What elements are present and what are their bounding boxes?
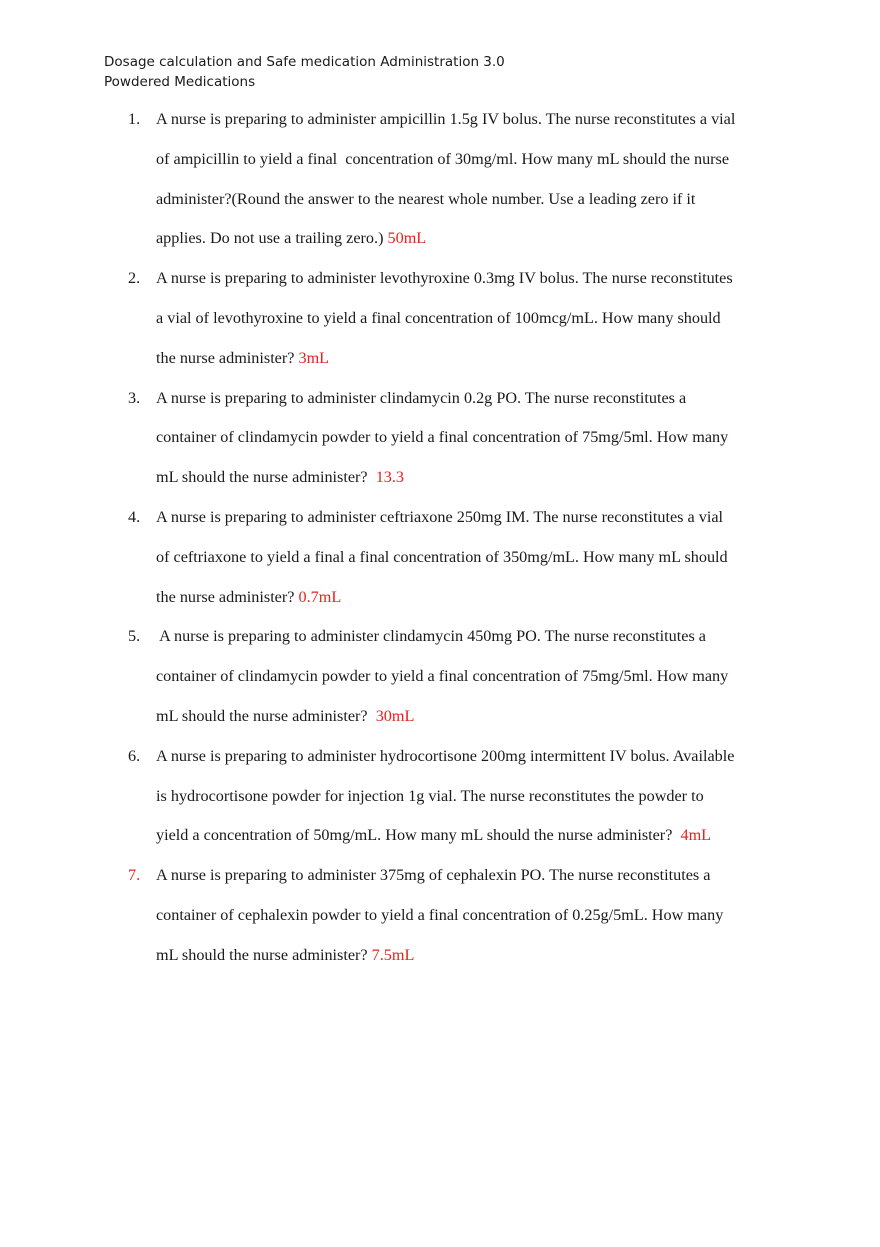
question-text-line bbox=[156, 657, 780, 697]
question-text: a vial of levothyroxine to yield a final concentration of 100mcg/mL. How many should bbox=[156, 308, 721, 327]
question-text: container of cephalexin powder to yield a final concentration of 0.25g/5mL. How many bbox=[156, 905, 724, 924]
question-text-line bbox=[156, 697, 780, 737]
question-text: applies. Do not use a trailing zero.) bbox=[156, 229, 388, 248]
question-item bbox=[0, 856, 880, 975]
question-text: of ampicillin to yield a final concentration of 30mg/ml. How many mL should the nurse bbox=[156, 149, 730, 168]
question-text-line bbox=[156, 936, 780, 976]
question-text-line bbox=[156, 498, 780, 538]
question-text: mL should the nurse administer? bbox=[156, 468, 376, 487]
question-number: 6. bbox=[128, 746, 141, 765]
question-text: is hydrocortisone powder for injection 1g vial. The nurse reconstitutes the powder to bbox=[156, 786, 704, 805]
question-text-line bbox=[156, 816, 780, 856]
question-text-line bbox=[156, 299, 780, 339]
question-text: A nurse is preparing to administer 375mg of cephalexin PO. The nurse reconstitutes a bbox=[156, 866, 711, 885]
question-text: container of clindamycin powder to yield a final concentration of 75mg/5ml. How many bbox=[156, 667, 729, 686]
question-text-line bbox=[156, 339, 780, 379]
header-title: Dosage calculation and Safe medication Administration 3.0 bbox=[104, 54, 505, 70]
question-text-line bbox=[156, 219, 780, 259]
question-text-line bbox=[156, 896, 780, 936]
question-text-line bbox=[156, 856, 780, 896]
question-text: the nurse administer? bbox=[156, 587, 299, 606]
question-text-line bbox=[156, 140, 780, 180]
answer-text: 13.3 bbox=[375, 468, 405, 487]
question-text: mL should the nurse administer? bbox=[156, 706, 376, 725]
question-text: the nurse administer? bbox=[156, 348, 299, 367]
question-text: A nurse is preparing to administer ampicillin 1.5g IV bolus. The nurse reconstitutes a vial bbox=[156, 110, 736, 128]
question-text-line bbox=[156, 538, 780, 578]
question-text-line bbox=[156, 180, 780, 220]
question-item bbox=[0, 617, 880, 736]
document-header bbox=[104, 52, 505, 92]
question-text: A nurse is preparing to administer clindamycin 450mg PO. The nurse reconstitutes a bbox=[156, 627, 706, 646]
answer-text: 0.7mL bbox=[298, 587, 342, 606]
question-number: 4. bbox=[128, 507, 141, 526]
question-text: A nurse is preparing to administer levothyroxine 0.3mg IV bolus. The nurse reconstitutes bbox=[156, 269, 733, 288]
question-text: A nurse is preparing to administer ceftriaxone 250mg IM. The nurse reconstitutes a vial bbox=[156, 507, 724, 526]
question-item bbox=[0, 100, 880, 259]
answer-text: 30mL bbox=[375, 706, 415, 725]
question-list bbox=[0, 100, 880, 976]
header-subtitle: Powdered Medications bbox=[104, 74, 256, 90]
question-text-line bbox=[156, 617, 780, 657]
answer-text: 50mL bbox=[387, 229, 427, 248]
question-text-line bbox=[156, 418, 780, 458]
question-item bbox=[0, 498, 880, 617]
question-text-line bbox=[156, 100, 780, 140]
question-text: administer?(Round the answer to the nearest whole number. Use a leading zero if it bbox=[156, 189, 696, 208]
question-text: of ceftriaxone to yield a final a final concentration of 350mg/mL. How many mL should bbox=[156, 547, 728, 566]
question-item bbox=[0, 379, 880, 498]
question-item bbox=[0, 259, 880, 378]
question-number: 5. bbox=[128, 627, 141, 646]
question-item bbox=[0, 737, 880, 856]
question-number: 2. bbox=[128, 269, 141, 288]
answer-text: 3mL bbox=[298, 348, 330, 367]
question-text: yield a concentration of 50mg/mL. How many mL should the nurse administer? bbox=[156, 826, 681, 845]
question-text: container of clindamycin powder to yield a final concentration of 75mg/5ml. How many bbox=[156, 428, 729, 447]
question-text-line bbox=[156, 458, 780, 498]
question-text: mL should the nurse administer? bbox=[156, 945, 372, 964]
question-text: A nurse is preparing to administer hydrocortisone 200mg intermittent IV bolus. Available bbox=[156, 746, 735, 765]
question-text-line bbox=[156, 578, 780, 618]
question-number: 7. bbox=[128, 866, 141, 885]
answer-text: 4mL bbox=[680, 826, 712, 845]
question-text-line bbox=[156, 379, 780, 419]
question-text-line bbox=[156, 737, 780, 777]
question-number: 3. bbox=[128, 388, 141, 407]
question-text-line bbox=[156, 259, 780, 299]
answer-text: 7.5mL bbox=[371, 945, 415, 964]
question-number: 1. bbox=[128, 110, 141, 128]
question-text-line bbox=[156, 777, 780, 817]
question-text: A nurse is preparing to administer clindamycin 0.2g PO. The nurse reconstitutes a bbox=[156, 388, 687, 407]
